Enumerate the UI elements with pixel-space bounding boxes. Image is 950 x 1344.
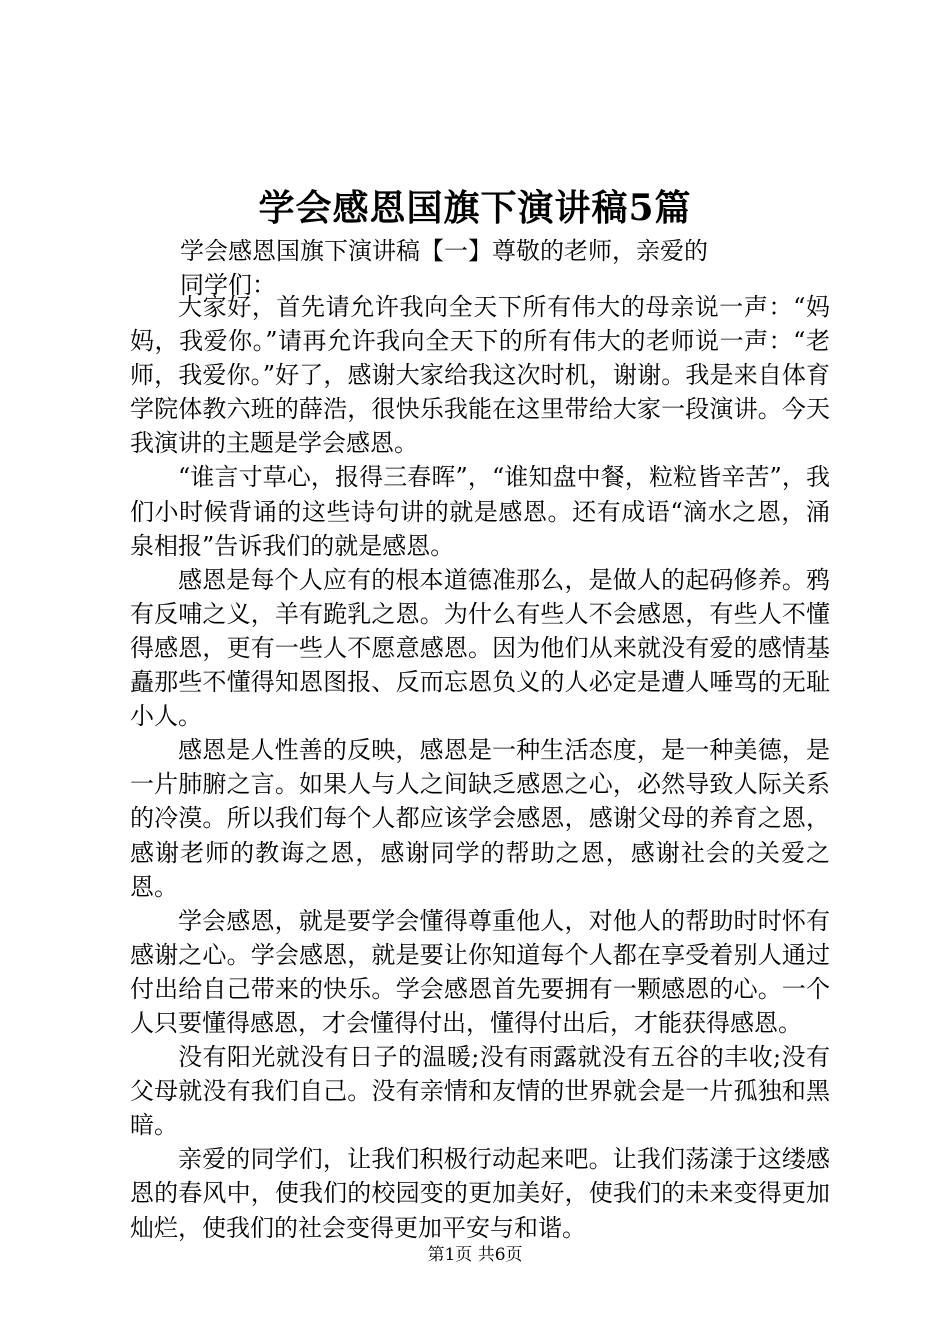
paragraph: 亲爱的同学们，让我们积极行动起来吧。让我们荡漾于这缕感恩的春风中，使我们的校园变的更加美好，使我们的未来变得更加灿烂，使我们的社会变得更加平安与和谐。 [130,1145,830,1242]
page-number-footer: 第1页 共6页 [427,1245,523,1265]
paragraph: 感恩是每个人应有的根本道德准那么，是做人的起码修养。鸦有反哺之义，羊有跪乳之恩。为什么有些人不会感恩，有些人不懂得感恩，更有一些人不愿意感恩。因为他们从来就没有爱的感情基矗那些不懂得知恩图报、反而忘恩负义的人必定是遭人唾骂的无耻小人。 [130,565,830,731]
paragraph: 学会感恩，就是要学会懂得尊重他人，对他人的帮助时时怀有感谢之心。学会感恩，就是要让你知道每个人都在享受着别人通过付出给自己带来的快乐。学会感恩首先要拥有一颗感恩的心。一个人只要懂得感恩，才会懂得付出，懂得付出后，才能获得感恩。 [130,906,830,1037]
paragraph: 没有阳光就没有日子的温暖;没有雨露就没有五谷的丰收;没有父母就没有我们自己。没有亲情和友情的世界就会是一片孤独和黑暗。 [130,1043,830,1140]
page-title: 学会感恩国旗下演讲稿5篇 [258,187,692,229]
paragraph: 感恩是人性善的反映，感恩是一种生活态度，是一种美德，是一片肺腑之言。如果人与人之间缺乏感恩之心，必然导致人际关系的冷漠。所以我们每个人都应该学会感恩，感谢父母的养育之恩，感谢老师的教诲之恩，感谢同学的帮助之恩，感谢社会的关爱之恩。 [130,736,830,901]
paragraph: “谁言寸草心，报得三春晖”，“谁知盘中餐，粒粒皆辛苦”，我们小时候背诵的这些诗句讲的就是感恩。还有成语“滴水之恩，涌泉相报”告诉我们的就是感恩。 [130,463,830,560]
body-text [130,290,830,1245]
paragraph: 大家好，首先请允许我向全天下所有伟大的母亲说一声：“妈妈，我爱你。”请再允许我向全天下的所有伟大的老师说一声：“老师，我爱你。”好了，感谢大家给我这次时机，谢谢。我是来自体育学院体教六班的薛浩，很快乐我能在这里带给大家一段演讲。今天我演讲的主题是学会感恩。 [130,293,830,458]
intro-line: 学会感恩国旗下演讲稿【一】尊敬的老师，亲爱的 [180,237,708,265]
intro-line: 同学们： [180,271,276,299]
